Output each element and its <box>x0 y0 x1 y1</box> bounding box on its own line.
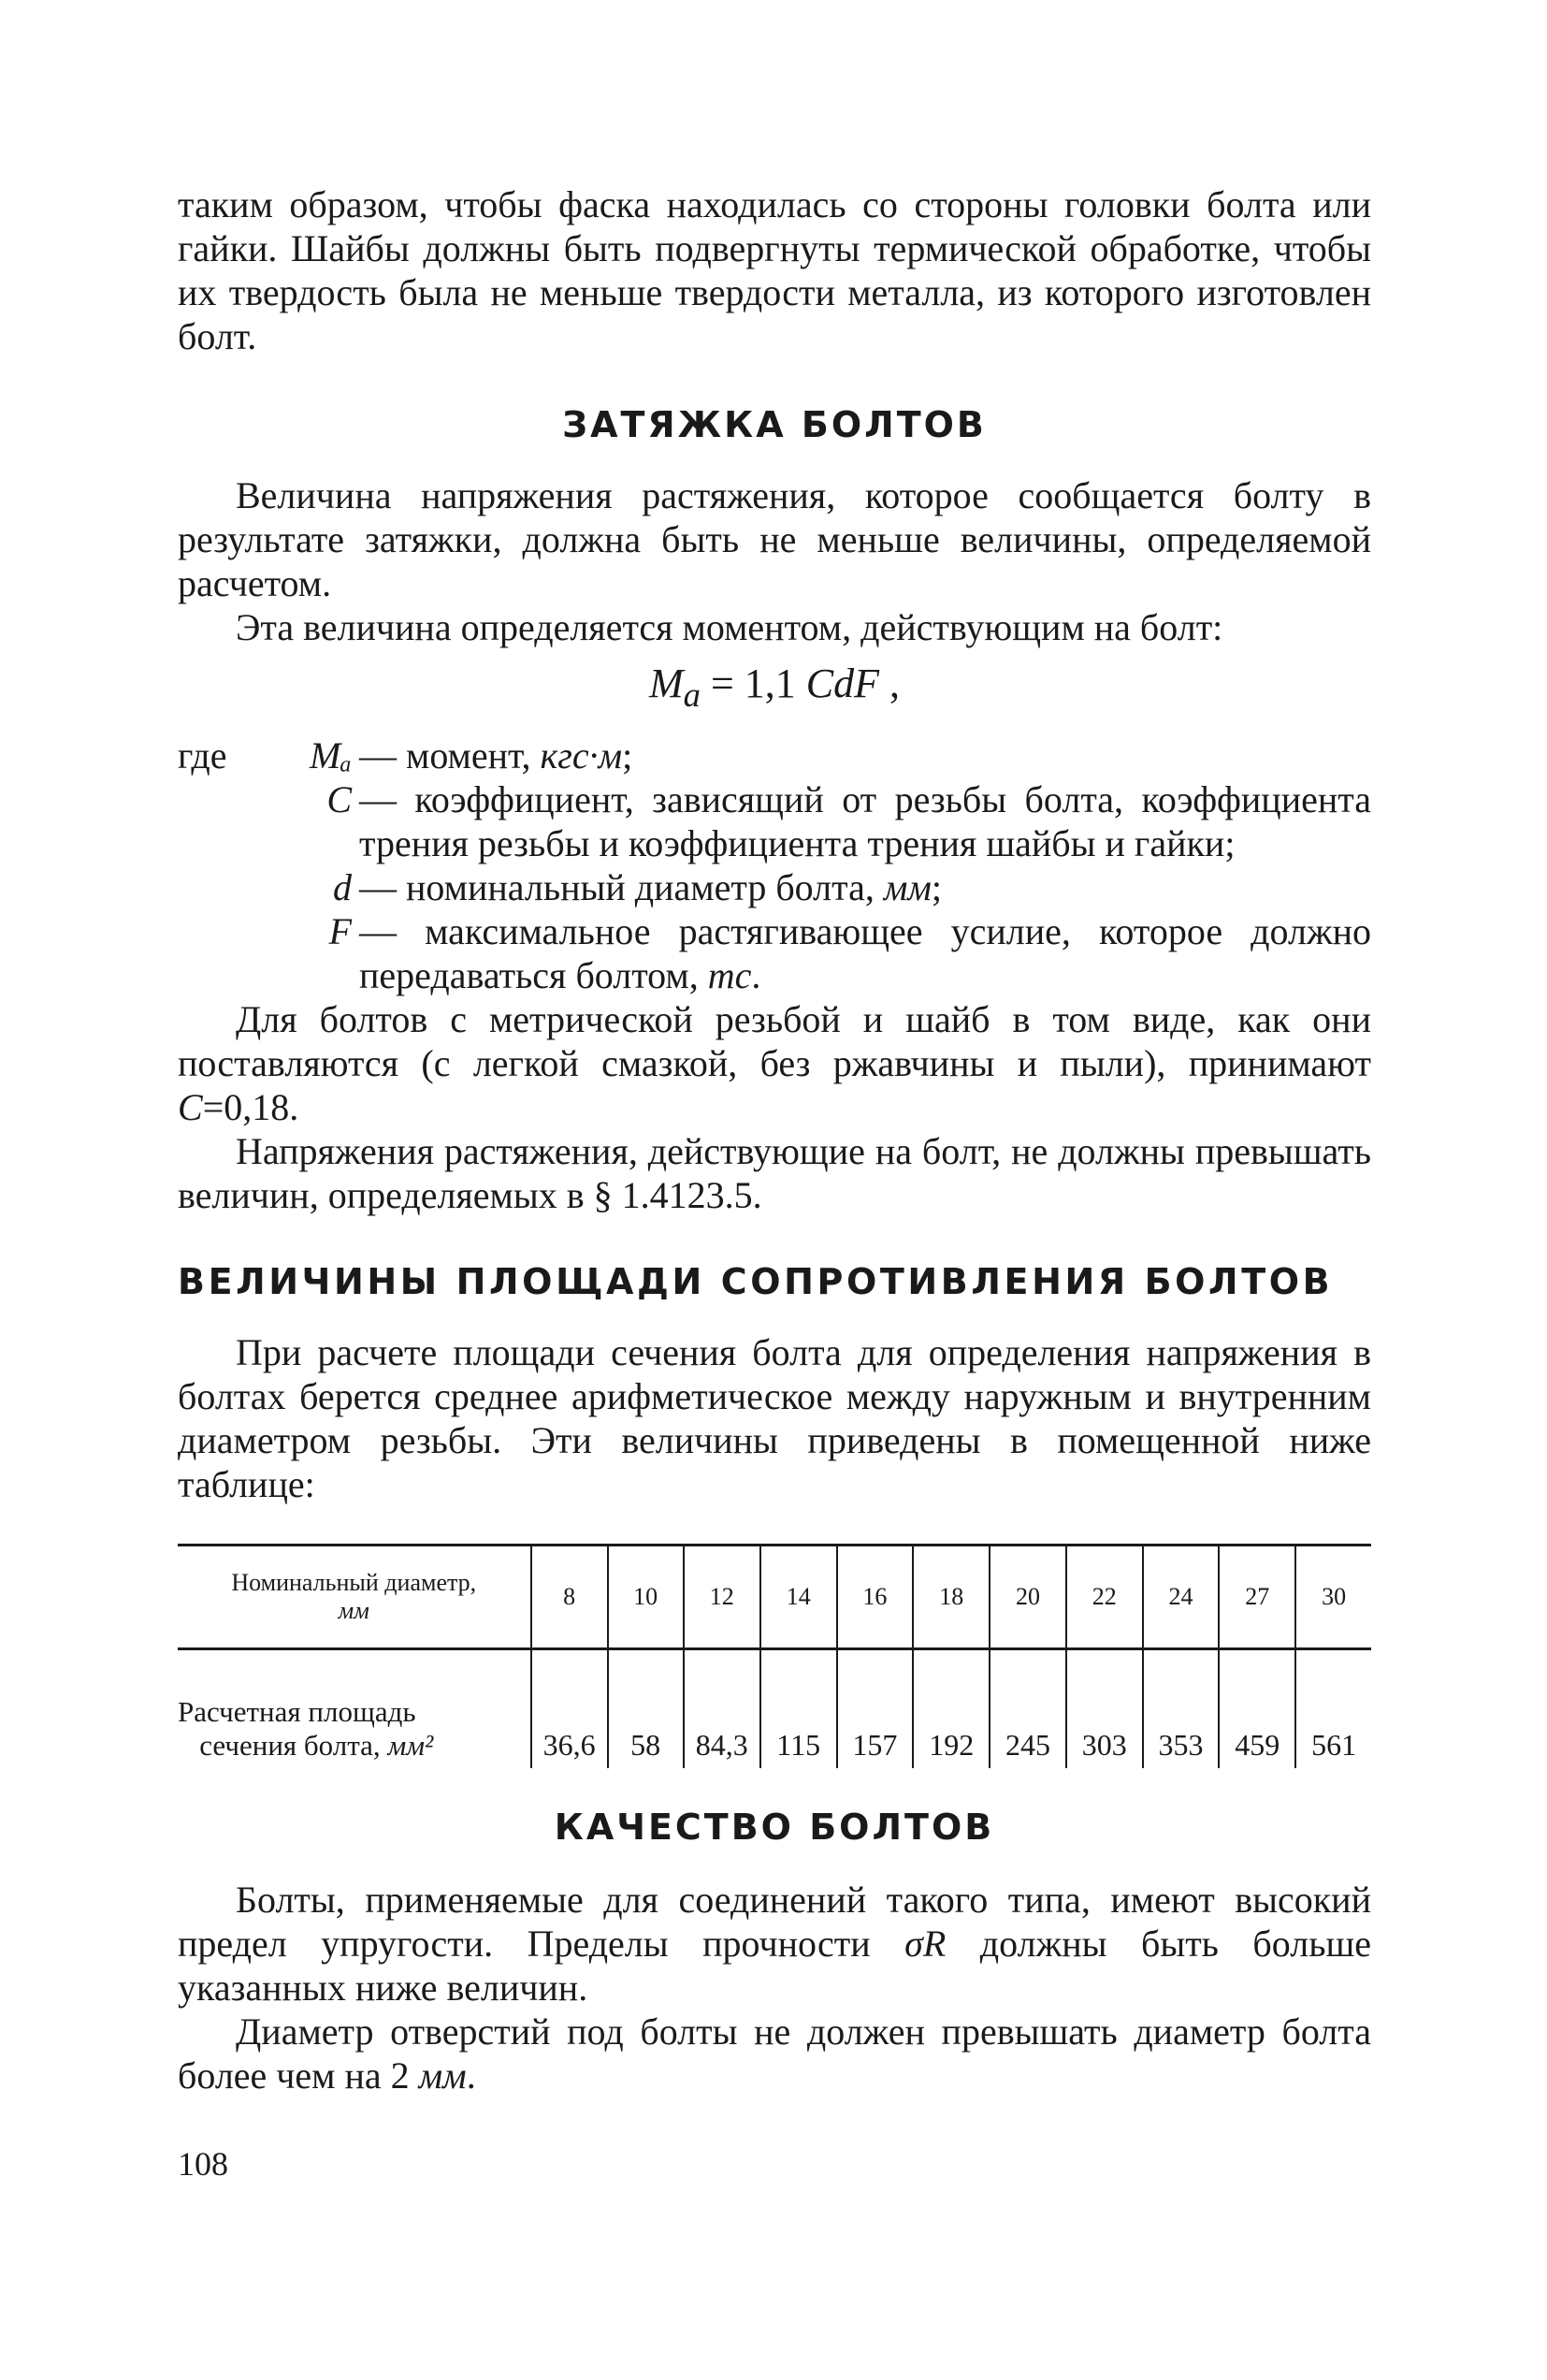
table-cell: 192 <box>913 1648 990 1768</box>
page-content <box>178 182 1371 2097</box>
table-cell: 24 <box>1143 1545 1220 1648</box>
table-cell: 36,6 <box>531 1648 608 1768</box>
table-cell: 14 <box>760 1545 837 1648</box>
definition-text: — момент, кгс·м; <box>359 733 633 776</box>
formula-symbols: CdF <box>805 660 880 706</box>
table-cell: 157 <box>837 1648 914 1768</box>
definition-item <box>178 909 1371 997</box>
tightening-paragraph-3: Для болтов с метрической резьбой и шайб в том виде, как они поставляются (с легкой смазкой, без ржавчины и пыли), принимают C=0,18. <box>178 997 1371 1128</box>
table-header-label: Номинальный диаметр, мм <box>178 1545 531 1648</box>
table-cell: 303 <box>1066 1648 1143 1768</box>
table-cell: 115 <box>760 1648 837 1768</box>
table-header-row <box>178 1545 1371 1648</box>
table-row-label: Расчетная площадь сечения болта, мм² <box>178 1694 434 1762</box>
table-cell: 245 <box>990 1648 1066 1768</box>
formula-tail: , <box>879 660 901 706</box>
table-cell: 20 <box>990 1545 1066 1648</box>
where-label: где <box>178 733 227 776</box>
definition-symbol: C <box>326 777 352 820</box>
table-cell: 22 <box>1066 1545 1143 1648</box>
definition-symbol: d <box>333 865 352 908</box>
formula-lhs: M <box>648 660 684 706</box>
definition-item <box>178 865 1371 909</box>
definition-item <box>178 733 1371 777</box>
area-table-wrapper <box>178 1544 1371 1768</box>
definition-text: — коэффициент, зависящий от резьбы болта, коэффициента трения резьбы и коэффициента трения шайбы и гайки; <box>359 777 1371 864</box>
area-paragraph: При расчете площади сечения болта для определения напряжения в болтах берется среднее арифметическое между наружным и внутренним диаметром резьбы. Эти величины приведены в помещенной ниже таблице: <box>178 1330 1371 1505</box>
tightening-paragraph-2: Эта величина определяется моментом, действующим на болт: <box>236 606 1223 648</box>
table-cell: 12 <box>684 1545 760 1648</box>
table-cell: 84,3 <box>684 1648 760 1768</box>
table-cell: 353 <box>1143 1648 1220 1768</box>
table-cell: 10 <box>608 1545 684 1648</box>
quality-paragraph-2: Диаметр отверстий под болты не должен превышать диаметр болта более чем на 2 мм. <box>178 2010 1371 2097</box>
section-title-tightening: ЗАТЯЖКА БОЛТОВ <box>562 404 987 445</box>
table-row <box>178 1648 1371 1768</box>
torque-formula <box>178 660 1371 718</box>
quality-paragraph-1: Болты, применяемые для соединений такого типа, имеют высокий предел упругости. Пределы прочности σR должны быть больше указанных ниже величин. <box>178 1878 1371 2009</box>
formula-coefficient: 1,1 <box>744 660 806 706</box>
tightening-paragraph-4: Напряжения растяжения, действующие на болт, не должны превышать величин, определяемых в § 1.4123.5. <box>178 1129 1371 1216</box>
definition-item <box>178 777 1371 865</box>
definition-symbol: Mₐ <box>309 733 352 776</box>
definitions-list <box>178 733 1371 997</box>
table-cell: 58 <box>608 1648 684 1768</box>
table-cell: 8 <box>531 1545 608 1648</box>
table-cell: 18 <box>913 1545 990 1648</box>
page-number: 108 <box>178 2145 228 2183</box>
formula-lhs-subscript: a <box>683 675 701 714</box>
section-title-area: ВЕЛИЧИНЫ ПЛОЩАДИ СОПРОТИВЛЕНИЯ БОЛТОВ <box>178 1260 1334 1302</box>
definition-text: — максимальное растягивающее усилие, которое должно передаваться болтом, тс. <box>359 909 1371 996</box>
section-title-quality: КАЧЕСТВО БОЛТОВ <box>554 1806 995 1848</box>
intro-paragraph: таким образом, чтобы фаска находилась со стороны головки болта или гайки. Шайбы должны быть подвергнуты термической обработке, чтобы их твердость была не меньше твердости металла, из которого изготовлен болт. <box>178 183 1371 357</box>
table-cell: 16 <box>837 1545 914 1648</box>
area-table <box>178 1544 1371 1768</box>
table-cell: 459 <box>1219 1648 1295 1768</box>
table-cell: 30 <box>1295 1545 1371 1648</box>
definition-text: — номинальный диаметр болта, мм; <box>359 865 943 908</box>
tightening-paragraph-1: Величина напряжения растяжения, которое сообщается болту в результате затяжки, должна быть не меньше величины, определяемой расчетом. <box>178 474 1371 604</box>
table-cell: 561 <box>1295 1648 1371 1768</box>
table-cell: 27 <box>1219 1545 1295 1648</box>
definition-symbol: F <box>328 909 352 952</box>
formula-equals: = <box>700 660 745 706</box>
